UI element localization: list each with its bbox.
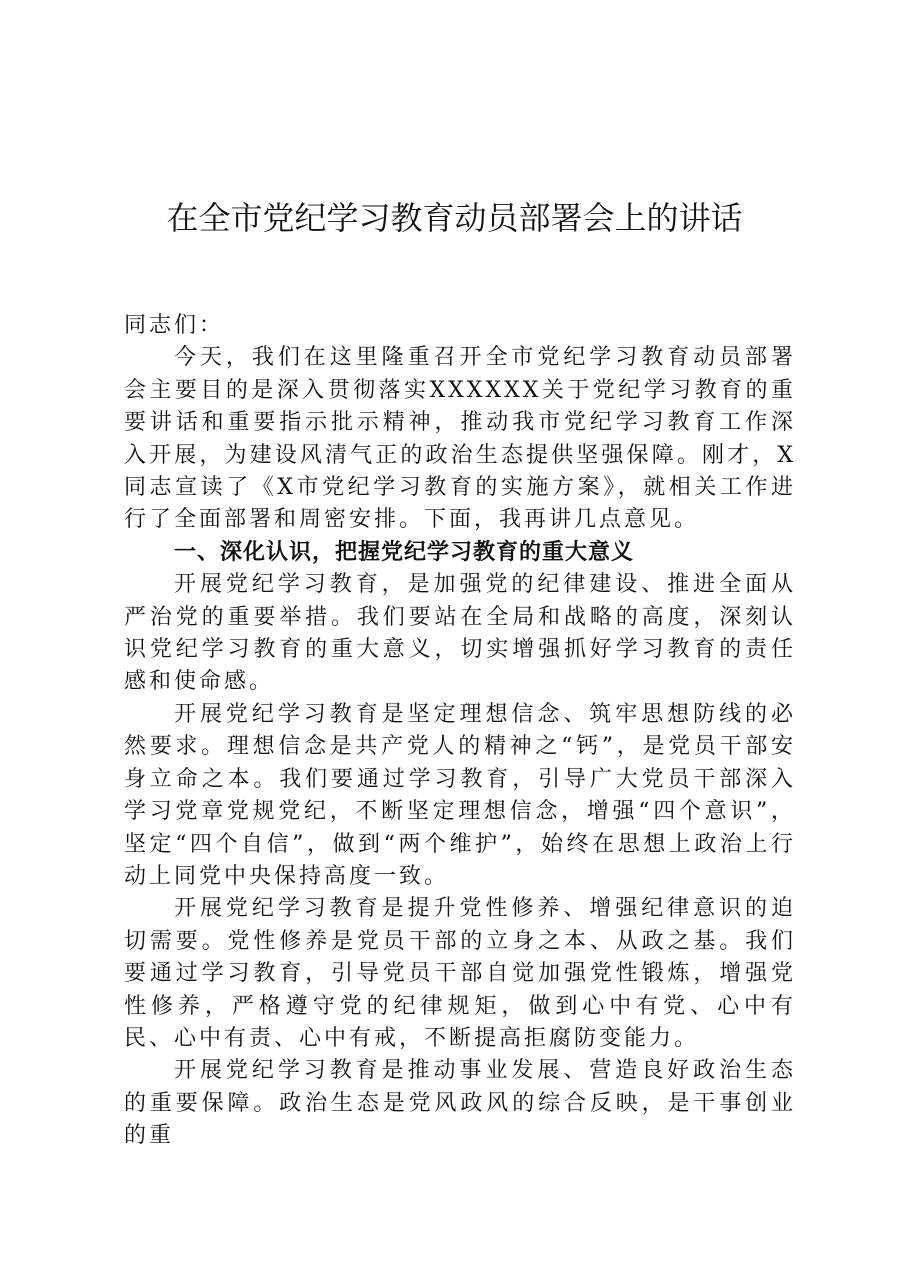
document-body <box>124 310 796 1153</box>
paragraph-political-ecology: 开展党纪学习教育是推动事业发展、营造良好政治生态的重要保障。政治生态是党风政风的综合反映，是干事创业的重 <box>124 1058 796 1149</box>
section-heading-1: 一、深化认识，把握党纪学习教育的重大意义 <box>174 539 635 565</box>
paragraph-party-spirit: 开展党纪学习教育是提升党性修养、增强纪律意识的迫切需要。党性修养是党员干部的立身之本、从政之基。我们要通过学习教育，引导党员干部自觉加强党性锻炼，增强党性修养，严格遵守党的纪律规矩，做到心中有党、心中有民、心中有责、心中有戒，不断提高拒腐防变能力。 <box>124 896 796 1051</box>
paragraph-ideals: 开展党纪学习教育是坚定理想信念、筑牢思想防线的必然要求。理想信念是共产党人的精神之“钙”，是党员干部安身立命之本。我们要通过学习教育，引导广大党员干部深入学习党章党规党纪，不断坚定理想信念，增强“四个意识”，坚定“四个自信”，做到“两个维护”，始终在思想上政治上行动上同党中央保持高度一致。 <box>124 701 796 889</box>
greeting: 同志们： <box>124 313 225 338</box>
paragraph-opening: 今天，我们在这里隆重召开全市党纪学习教育动员部署会主要目的是深入贯彻落实XXXXXX关于党纪学习教育的重要讲话和重要指示批示精神，推动我市党纪学习教育工作深入开展，为建设风清气正的政治生态提供坚强保障。刚才，X同志宣读了《X市党纪学习教育的实施方案》，就相关工作进行了全面部署和周密安排。下面，我再讲几点意见。 <box>124 345 796 533</box>
paragraph-significance: 开展党纪学习教育，是加强党的纪律建设、推进全面从严治党的重要举措。我们要站在全局和战略的高度，深刻认识党纪学习教育的重大意义，切实增强抓好学习教育的责任感和使命感。 <box>124 572 796 695</box>
document-title: 在全市党纪学习教育动员部署会上的讲话 <box>166 199 743 237</box>
